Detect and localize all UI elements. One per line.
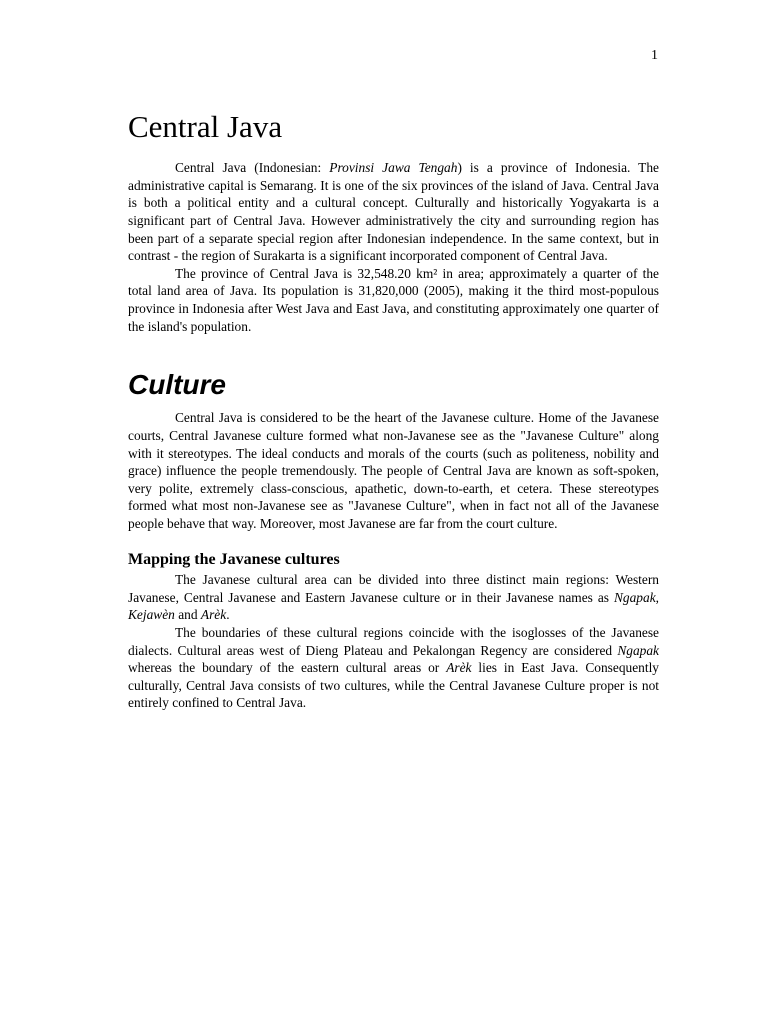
text-run: , (655, 589, 659, 605)
text-run: . (226, 607, 230, 623)
text-run: Central Java (Indonesian: (175, 160, 330, 176)
text-run: The boundaries of these cultural regions coincide with the isoglosses of the Javanese dialects. Cultural areas west of Dieng Plateau and Pekalongan Regency are considered (128, 625, 659, 658)
document-body (128, 108, 659, 712)
paragraph-boundaries (128, 624, 659, 712)
text-run: lies in East Java. Consequently culturally, Central Java consists of two cultures, while the Central Javanese Culture proper is not entirely confined to Central Java. (128, 660, 659, 711)
paragraph-regions (128, 571, 659, 624)
heading-culture: Culture (128, 369, 226, 401)
heading-mapping-cultures: Mapping the Javanese cultures (128, 551, 340, 569)
heading-central-java: Central Java (128, 109, 283, 144)
paragraph-intro (128, 159, 659, 265)
page-number: 1 (651, 48, 658, 63)
paragraph-area-population: The province of Central Java is 32,548.20 km² in area; approximately a quarter of the total land area of Java. Its population is 31,820,000 (2005), making it the third most-populous province in Indonesia after West Java and East Java, and constituting approximately one quarter of the island's population. (128, 265, 659, 334)
text-run: and (174, 607, 201, 623)
text-run: whereas the boundary of the eastern cultural areas or (128, 660, 447, 676)
italic-term: Arèk (446, 660, 472, 676)
text-run: The Javanese cultural area can be divided into three distinct main regions: Western Javanese, Central Javanese and Eastern Javanese culture or in their Javanese names as (128, 572, 659, 605)
paragraph-culture: Central Java is considered to be the heart of the Javanese culture. Home of the Javanese courts, Central Javanese culture formed what non-Javanese see as the "Javanese Culture" along with it stereotypes. The ideal conducts and morals of the courts (such as politeness, nobility and grace) influence the people tremendously. The people of Central Java are known as soft-spoken, very polite, extremely class-conscious, apathetic, down-to-earth, et cetera. These stereotypes formed what most non-Javanese see as "Javanese Culture", when in fact not all of the Javanese people behave that way. Moreover, most Javanese are far from the court culture. (128, 410, 659, 531)
italic-term: Ngapak (617, 642, 659, 658)
italic-term: Provinsi Jawa Tengah (329, 160, 458, 176)
italic-term: Kejawèn (128, 607, 175, 623)
italic-term: Ngapak (613, 589, 656, 605)
italic-term: Arèk (200, 607, 227, 623)
text-run: ) is a province of Indonesia. The administrative capital is Semarang. It is one of the six provinces of the island of Java. Central Java is both a political entity and a cultural concept. Culturally and historically Yogyakarta is a significant part of Central Java. However administratively the city and surrounding region has been part of a separate special region after Indonesian independence. In the same context, but in contrast - the region of Surakarta is a significant incorporated component of Central Java. (128, 160, 659, 264)
